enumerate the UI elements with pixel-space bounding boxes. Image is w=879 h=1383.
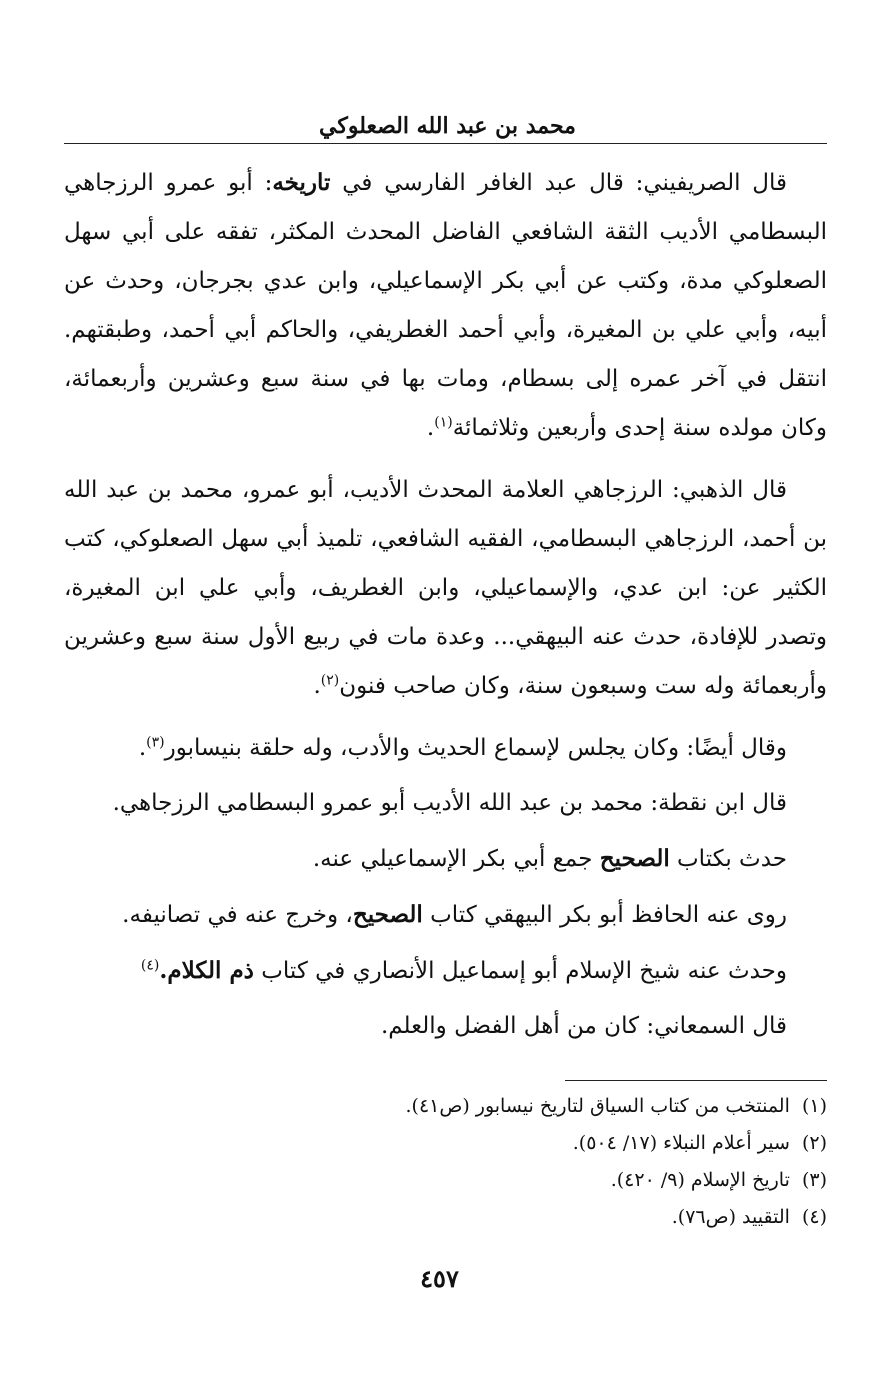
paragraph-text: ، وخرج عنه في تصانيفه. [122, 902, 353, 928]
paragraph-ibn-nuqta: قال ابن نقطة: محمد بن عبد الله الأديب أبو عمرو البسطامي الرزجاهي. [112, 790, 787, 816]
paragraph-text: قال الصريفيني: قال عبد الغافر الفارسي في [330, 170, 787, 196]
footnote-item-4 [64, 1199, 827, 1236]
footnote-item-1 [64, 1088, 827, 1125]
bold-term-sahih: الصحيح [352, 901, 423, 928]
running-header-title: محمد بن عبد الله الصعلوكي [319, 113, 576, 139]
footnote-text: التقييد (ص٧٦). [671, 1206, 790, 1228]
paragraph-samani: قال السمعاني: كان من أهل الفضل والعلم. [380, 1013, 787, 1039]
footnote-item-3 [64, 1162, 827, 1199]
main-text [64, 158, 827, 1051]
paragraph-text: وقال أيضًا: وكان يجلس لإسماع الحديث والأدب، وله حلقة بنيسابور [164, 735, 787, 761]
footnote-text: تاريخ الإسلام (٩/ ٤٢٠). [610, 1169, 790, 1191]
footnote-divider [565, 1080, 827, 1081]
paragraph-sahih-2 [64, 890, 827, 940]
footnote-number: (١) [801, 1095, 827, 1117]
bold-term-dhamm-alkalam: ذم الكلام [167, 957, 254, 984]
paragraph-dhahabi-also [64, 724, 827, 773]
footnote-ref-2[interactable]: (٢) [320, 672, 340, 689]
paragraph-end: . [313, 673, 321, 699]
paragraph-text: قال الذهبي: الرزجاهي العلامة المحدث الأديب، أبو عمرو، محمد بن عبد الله بن أحمد، الرزجاهي البسطامي، الفقيه الشافعي، تلميذ أبي سهل الصعلوكي، كتب الكثير عن: ابن عدي، والإسماعيلي، وابن الغطريف، وأبي علي ابن المغيرة، وتصدر للإفادة، حدث عنه البيهقي... وعدة مات في ربيع الأول سنة سبع وعشرين وأربعمائة وله ست وسبعون سنة، وكان صاحب فنون [64, 477, 827, 699]
header-divider [64, 143, 827, 144]
footnote-number: (٢) [801, 1132, 827, 1154]
paragraph-end: . [159, 957, 168, 984]
footnote-ref-3[interactable]: (٣) [146, 734, 165, 751]
paragraph-sahih-1 [64, 834, 827, 884]
paragraph-ansari [64, 946, 827, 996]
paragraph-dhahabi [64, 466, 827, 711]
paragraph-text: : أبو عمرو الرزجاهي البسطامي الأديب الثقة الشافعي الفاضل المحدث المكثر، تفقه على أبي سهل الصعلوكي مدة، وكتب عن أبي بكر الإسماعيلي، وابن عدي بجرجان، وحدث عن أبيه، وأبي علي بن المغيرة، وأبي أحمد الغطريفي، والحاكم أبي أحمد، وطبقتهم. انتقل في آخر عمره إلى بسطام، ومات بها في سنة سبع وعشرين وأربعمائة، وكان مولده سنة إحدى وأربعين وثلاثمائة [64, 170, 827, 441]
footnote-ref-1[interactable]: (١) [434, 414, 453, 431]
paragraph-text: روى عنه الحافظ أبو بكر البيهقي كتاب [422, 902, 787, 928]
footnote-number: (٣) [801, 1169, 827, 1191]
paragraph-end: . [138, 735, 147, 761]
footnote-text: سير أعلام النبلاء (١٧/ ٥٠٤). [572, 1132, 790, 1154]
footnote-ref-4[interactable]: (٤) [140, 957, 160, 974]
paragraph-end: . [426, 415, 435, 441]
paragraph-text: وحدث عنه شيخ الإسلام أبو إسماعيل الأنصاري في كتاب [253, 958, 787, 984]
bold-term-tarikh: تاريخه [272, 169, 331, 196]
paragraph-text: جمع أبي بكر الإسماعيلي عنه. [312, 846, 600, 872]
footnote-item-2 [64, 1125, 827, 1162]
footnote-number: (٤) [801, 1206, 827, 1228]
page-number: ٤٥٧ [420, 1264, 459, 1293]
paragraph-text: حدث بكتاب [669, 846, 787, 872]
bold-term-sahih: الصحيح [599, 845, 670, 872]
footnotes [64, 1088, 827, 1236]
paragraph-sarifini [64, 158, 827, 453]
footnote-text: المنتخب من كتاب السياق لتاريخ نيسابور (ص٤١). [405, 1095, 790, 1117]
